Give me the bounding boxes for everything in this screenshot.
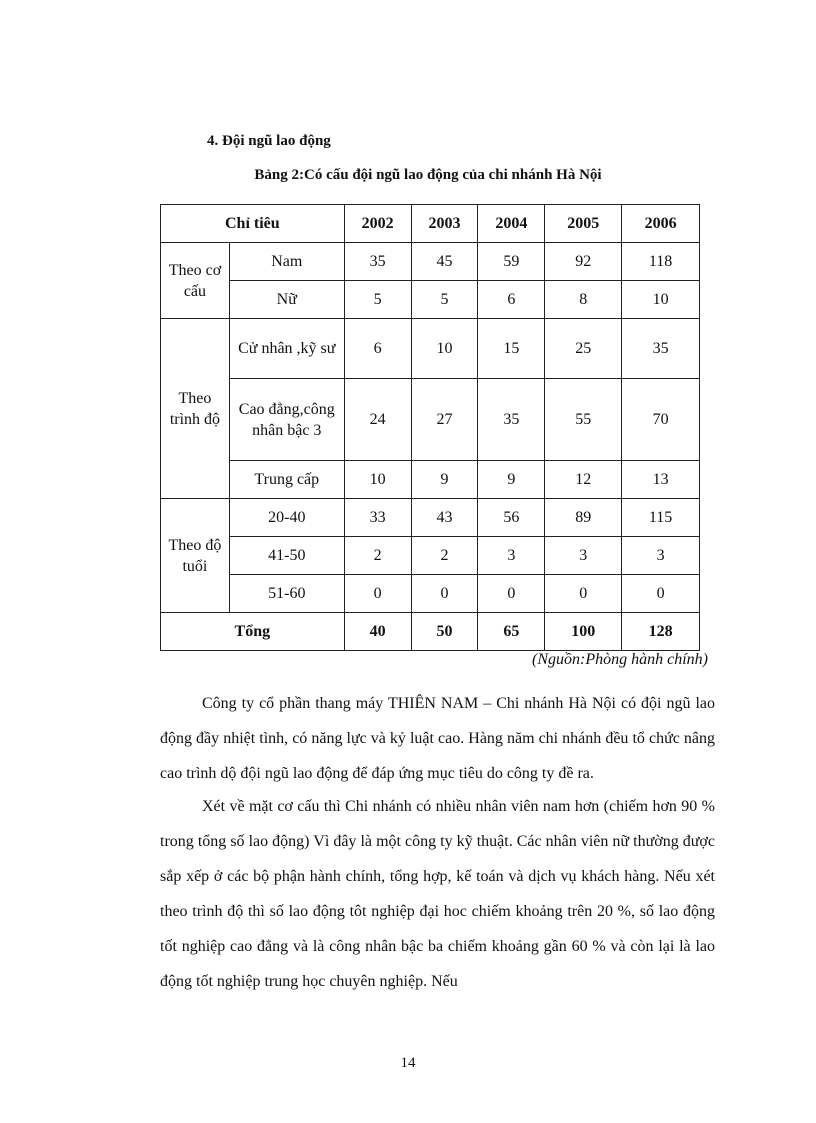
table-cell: 118 [622, 243, 700, 281]
table-cell: 10 [411, 319, 478, 379]
table-cell: 5 [411, 281, 478, 319]
table-row [161, 499, 700, 537]
table-cell: 10 [622, 281, 700, 319]
table-row [161, 379, 700, 461]
table-cell: 70 [622, 379, 700, 461]
table-cell: 6 [344, 319, 411, 379]
page-number: 14 [400, 1055, 416, 1071]
table-cell: 24 [344, 379, 411, 461]
row-label: Cử nhân ,kỹ sư [229, 319, 344, 379]
table-cell: 27 [411, 379, 478, 461]
table-cell: 128 [622, 613, 700, 651]
labor-structure-table [160, 204, 700, 651]
table-cell: 2 [411, 537, 478, 575]
table-cell: 5 [344, 281, 411, 319]
table-row [161, 319, 700, 379]
table-row [161, 537, 700, 575]
row-label: Trung cấp [229, 461, 344, 499]
table-cell: 15 [478, 319, 545, 379]
source-note: (Nguồn:Phòng hành chính) [532, 651, 708, 668]
row-label: Nam [229, 243, 344, 281]
table-cell: 0 [622, 575, 700, 613]
table-cell: 56 [478, 499, 545, 537]
total-label: Tổng [161, 613, 345, 651]
group-label: Theo cơ cấu [161, 243, 230, 319]
header-year: 2002 [344, 205, 411, 243]
table-cell: 8 [545, 281, 622, 319]
table-cell: 3 [622, 537, 700, 575]
table-cell: 35 [478, 379, 545, 461]
header-criteria: Chỉ tiêu [161, 205, 345, 243]
table-cell: 35 [622, 319, 700, 379]
row-label: 41-50 [229, 537, 344, 575]
row-label: 20-40 [229, 499, 344, 537]
table-cell: 43 [411, 499, 478, 537]
header-year: 2004 [478, 205, 545, 243]
table-caption: Bảng 2:Có cấu đội ngũ lao động của chi nhánh Hà Nội [254, 167, 602, 183]
table-row [161, 575, 700, 613]
table-cell: 40 [344, 613, 411, 651]
header-year: 2005 [545, 205, 622, 243]
group-label: Theo trình độ [161, 319, 230, 499]
row-label: Nữ [229, 281, 344, 319]
table-cell: 9 [478, 461, 545, 499]
paragraph: Xét về mặt cơ cấu thì Chi nhánh có nhiều nhân viên nam hơn (chiếm hơn 90 % trong tổng số lao động) Vì đây là một công ty kỹ thuật. Các nhân viên nữ thường được sắp xếp ở các bộ phận hành chính, tổng hợp, kế toán và dịch vụ khách hàng. Nếu xét theo trình độ thì số lao động tôt nghiệp đại hoc chiếm khoảng trên 20 %, số lao động tốt nghiệp cao đẳng và là công nhân bậc ba chiếm khoảng gần 60 % và còn lại là lao động tốt nghiệp trung học chuyên nghiệp. Nếu [160, 798, 715, 990]
table-cell: 115 [622, 499, 700, 537]
section-heading: 4. Đội ngũ lao động [207, 133, 331, 149]
table-cell: 0 [545, 575, 622, 613]
table-cell: 92 [545, 243, 622, 281]
table-cell: 9 [411, 461, 478, 499]
table-row [161, 281, 700, 319]
table-total-row [161, 613, 700, 651]
table-cell: 0 [478, 575, 545, 613]
table-cell: 12 [545, 461, 622, 499]
table-cell: 13 [622, 461, 700, 499]
table-cell: 35 [344, 243, 411, 281]
row-label: Cao đẳng,công nhân bậc 3 [229, 379, 344, 461]
table-cell: 33 [344, 499, 411, 537]
table-cell: 100 [545, 613, 622, 651]
table-cell: 3 [478, 537, 545, 575]
paragraph: Công ty cổ phần thang máy THIÊN NAM – Chi nhánh Hà Nội có đội ngũ lao động đầy nhiệt tình, có năng lực và kỷ luật cao. Hàng năm chi nhánh đều tổ chức nâng cao trình dộ đội ngũ lao động để đáp ứng mục tiêu do công ty đề ra. [160, 695, 715, 782]
table-cell: 10 [344, 461, 411, 499]
row-label: 51-60 [229, 575, 344, 613]
table-row [161, 243, 700, 281]
table-cell: 3 [545, 537, 622, 575]
table-cell: 2 [344, 537, 411, 575]
table-row [161, 461, 700, 499]
table-cell: 0 [344, 575, 411, 613]
table-cell: 0 [411, 575, 478, 613]
header-year: 2003 [411, 205, 478, 243]
table-cell: 45 [411, 243, 478, 281]
table-cell: 89 [545, 499, 622, 537]
table-cell: 59 [478, 243, 545, 281]
table-cell: 25 [545, 319, 622, 379]
table-cell: 65 [478, 613, 545, 651]
table-cell: 6 [478, 281, 545, 319]
table-cell: 50 [411, 613, 478, 651]
header-year: 2006 [622, 205, 700, 243]
group-label: Theo độ tuổi [161, 499, 230, 613]
table-header-row [161, 205, 700, 243]
table-cell: 55 [545, 379, 622, 461]
